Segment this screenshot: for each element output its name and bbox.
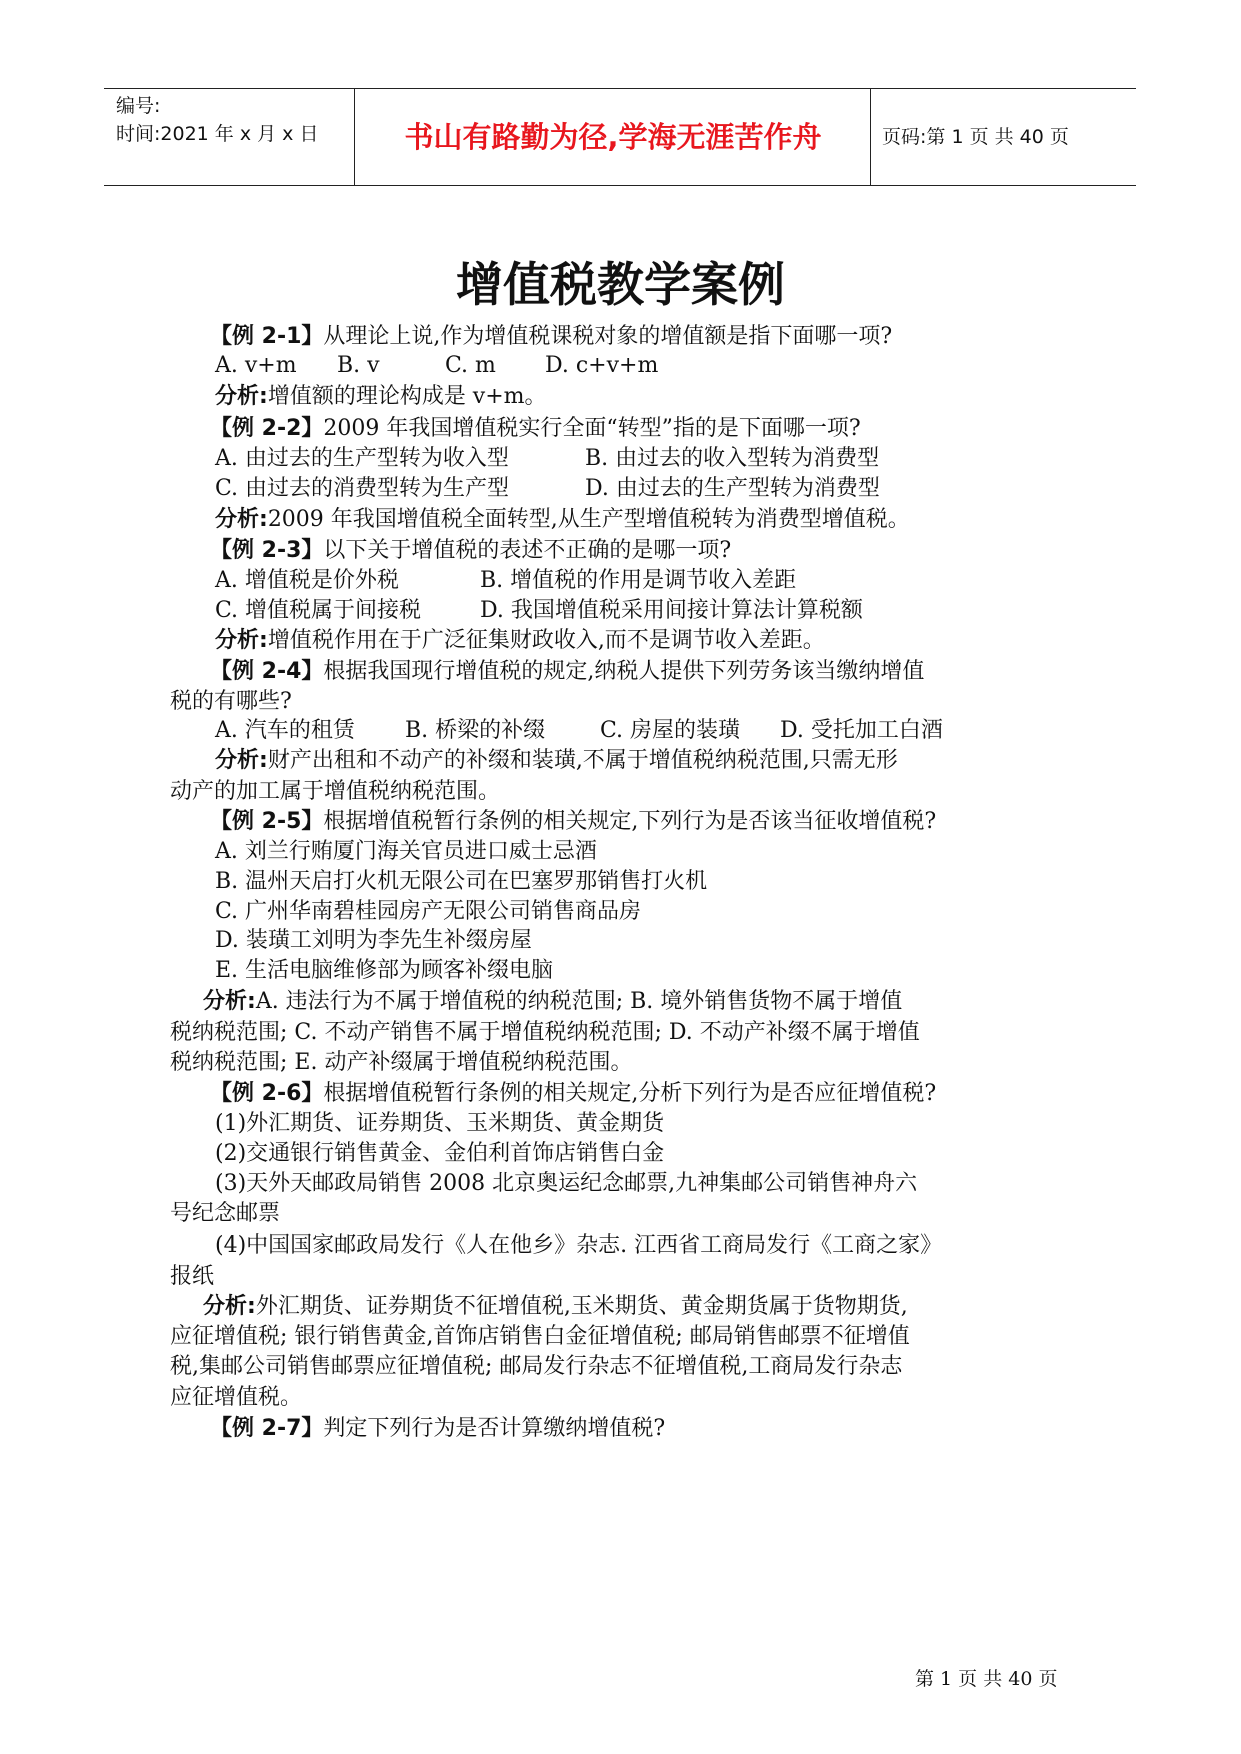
line-text: 根据增值税暂行条例的相关规定,分析下列行为是否应征增值税? — [323, 1081, 937, 1106]
text-line — [215, 625, 825, 657]
option-row — [215, 473, 1075, 505]
option-item: A. v+m — [215, 353, 297, 378]
line-text: D. 装璜工刘明为李先生补缀房屋 — [215, 928, 532, 953]
line-text: 根据我国现行增值税的规定,纳税人提供下列劳务该当缴纳增值 — [323, 659, 925, 684]
line-text: (3)天外天邮政局销售 2008 北京奥运纪念邮票,九神集邮公司销售神舟六 — [215, 1171, 918, 1196]
option-row — [215, 565, 1075, 597]
header-divider — [870, 89, 871, 185]
line-text: 税纳税范围; C. 不动产销售不属于增值税纳税范围; D. 不动产补缀不属于增值 — [170, 1020, 920, 1045]
option-row — [215, 350, 1075, 382]
text-line — [215, 866, 707, 898]
line-text: 财产出租和不动产的补缀和装璜,不属于增值税纳税范围,只需无形 — [267, 748, 898, 773]
line-text: (4)中国国家邮政局发行《人在他乡》杂志. 江西省工商局发行《工商之家》 — [215, 1233, 943, 1258]
analysis-label: 分析: — [215, 628, 268, 653]
text-line — [215, 504, 910, 536]
option-item: B. 由过去的收入型转为消费型 — [585, 446, 880, 471]
example-label: 【例 2-7】 — [210, 1416, 324, 1441]
text-line — [203, 986, 902, 1018]
page-footer: 第 1 页 共 40 页 — [915, 1668, 1058, 1690]
option-row — [215, 595, 1075, 627]
text-line — [170, 1351, 902, 1383]
option-item: D. 我国增值税采用间接计算法计算税额 — [480, 598, 863, 623]
text-line — [215, 925, 532, 957]
text-line — [170, 776, 500, 808]
option-item: C. 由过去的消费型转为生产型 — [215, 476, 510, 501]
text-line — [210, 806, 936, 838]
line-text: 增值税作用在于广泛征集财政收入,而不是调节收入差距。 — [267, 628, 825, 653]
text-line — [215, 836, 597, 868]
option-item: A. 汽车的租赁 — [215, 718, 355, 743]
option-item: A. 由过去的生产型转为收入型 — [215, 446, 509, 471]
option-item: C. 房屋的装璜 — [600, 718, 741, 743]
option-row — [215, 443, 1075, 475]
text-line — [170, 1382, 302, 1414]
page-header — [104, 88, 1136, 186]
line-text: (1)外汇期货、证券期货、玉米期货、黄金期货 — [215, 1111, 665, 1136]
line-text: A. 违法行为不属于增值税的纳税范围; B. 境外销售货物不属于增值 — [255, 989, 903, 1014]
text-line — [170, 1198, 280, 1230]
text-line — [215, 1108, 664, 1140]
line-text: B. 温州天启打火机无限公司在巴塞罗那销售打火机 — [215, 869, 708, 894]
doc-number-label: 编号: — [116, 95, 161, 117]
line-text: 外汇期货、证券期货不征增值税,玉米期货、黄金期货属于货物期货, — [255, 1294, 908, 1319]
line-text: A. 刘兰行贿厦门海关官员进口威士忌酒 — [215, 839, 597, 864]
line-text: C. 广州华南碧桂园房产无限公司销售商品房 — [215, 899, 642, 924]
text-line — [215, 1168, 917, 1200]
line-text: (2)交通银行销售黄金、金伯利首饰店销售白金 — [215, 1141, 665, 1166]
example-label: 【例 2-6】 — [210, 1081, 324, 1106]
option-row — [215, 715, 1075, 747]
line-text: 应征增值税; 银行销售黄金,首饰店销售白金征增值税; 邮局销售邮票不征增值 — [170, 1324, 910, 1349]
text-line — [170, 1321, 910, 1353]
line-text: 判定下列行为是否计算缴纳增值税? — [323, 1416, 666, 1441]
text-line — [170, 1261, 214, 1293]
analysis-label: 分析: — [215, 507, 268, 532]
text-line — [210, 321, 892, 353]
line-text: 2009 年我国增值税实行全面“转型”指的是下面哪一项? — [323, 416, 861, 441]
header-page-label: 页码:第 1 页 共 40 页 — [882, 126, 1069, 148]
text-line — [210, 1078, 936, 1110]
line-text: 增值额的理论构成是 v+m。 — [267, 384, 547, 409]
document-title: 增值税教学案例 — [456, 258, 785, 313]
option-item: D. c+v+m — [545, 353, 659, 378]
text-line — [215, 381, 547, 413]
text-line — [210, 1413, 665, 1445]
doc-time-label: 时间:2021 年 x 月 x 日 — [116, 123, 319, 145]
line-text: 税纳税范围; E. 动产补缀属于增值税纳税范围。 — [170, 1050, 633, 1075]
header-divider — [354, 89, 355, 185]
option-item: D. 受托加工白酒 — [780, 718, 943, 743]
option-item: B. 增值税的作用是调节收入差距 — [480, 568, 797, 593]
text-line — [210, 535, 731, 567]
line-text: 税,集邮公司销售邮票应征增值税; 邮局发行杂志不征增值税,工商局发行杂志 — [170, 1354, 903, 1379]
line-text: 报纸 — [170, 1264, 215, 1289]
text-line — [203, 1291, 908, 1323]
option-item: C. 增值税属于间接税 — [215, 598, 422, 623]
text-line — [215, 745, 898, 777]
option-item: B. v — [337, 353, 380, 378]
analysis-label: 分析: — [203, 989, 256, 1014]
option-item: B. 桥梁的补缀 — [405, 718, 546, 743]
text-line — [170, 686, 292, 718]
example-label: 【例 2-3】 — [210, 538, 324, 563]
line-text: 2009 年我国增值税全面转型,从生产型增值税转为消费型增值税。 — [267, 507, 910, 532]
option-item: D. 由过去的生产型转为消费型 — [585, 476, 880, 501]
analysis-label: 分析: — [215, 748, 268, 773]
text-line — [215, 1230, 942, 1262]
example-label: 【例 2-1】 — [210, 324, 324, 349]
header-motto: 书山有路勤为径,学海无涯苦作舟 — [404, 120, 822, 154]
text-line — [210, 656, 924, 688]
line-text: 应征增值税。 — [170, 1385, 303, 1410]
text-line — [170, 1047, 632, 1079]
example-label: 【例 2-5】 — [210, 809, 324, 834]
line-text: 从理论上说,作为增值税课税对象的增值额是指下面哪一项? — [323, 324, 893, 349]
line-text: E. 生活电脑维修部为顾客补缀电脑 — [215, 958, 554, 983]
line-text: 号纪念邮票 — [170, 1201, 281, 1226]
text-line — [215, 955, 553, 987]
line-text: 税的有哪些? — [170, 689, 292, 714]
line-text: 动产的加工属于增值税纳税范围。 — [170, 779, 501, 804]
text-line — [215, 1138, 664, 1170]
example-label: 【例 2-2】 — [210, 416, 324, 441]
text-line — [170, 1017, 920, 1049]
line-text: 以下关于增值税的表述不正确的是哪一项? — [323, 538, 732, 563]
text-line — [215, 896, 641, 928]
line-text: 根据增值税暂行条例的相关规定,下列行为是否该当征收增值税? — [323, 809, 937, 834]
analysis-label: 分析: — [215, 384, 268, 409]
option-item: A. 增值税是价外税 — [215, 568, 399, 593]
example-label: 【例 2-4】 — [210, 659, 324, 684]
text-line — [210, 413, 861, 445]
analysis-label: 分析: — [203, 1294, 256, 1319]
option-item: C. m — [445, 353, 496, 378]
